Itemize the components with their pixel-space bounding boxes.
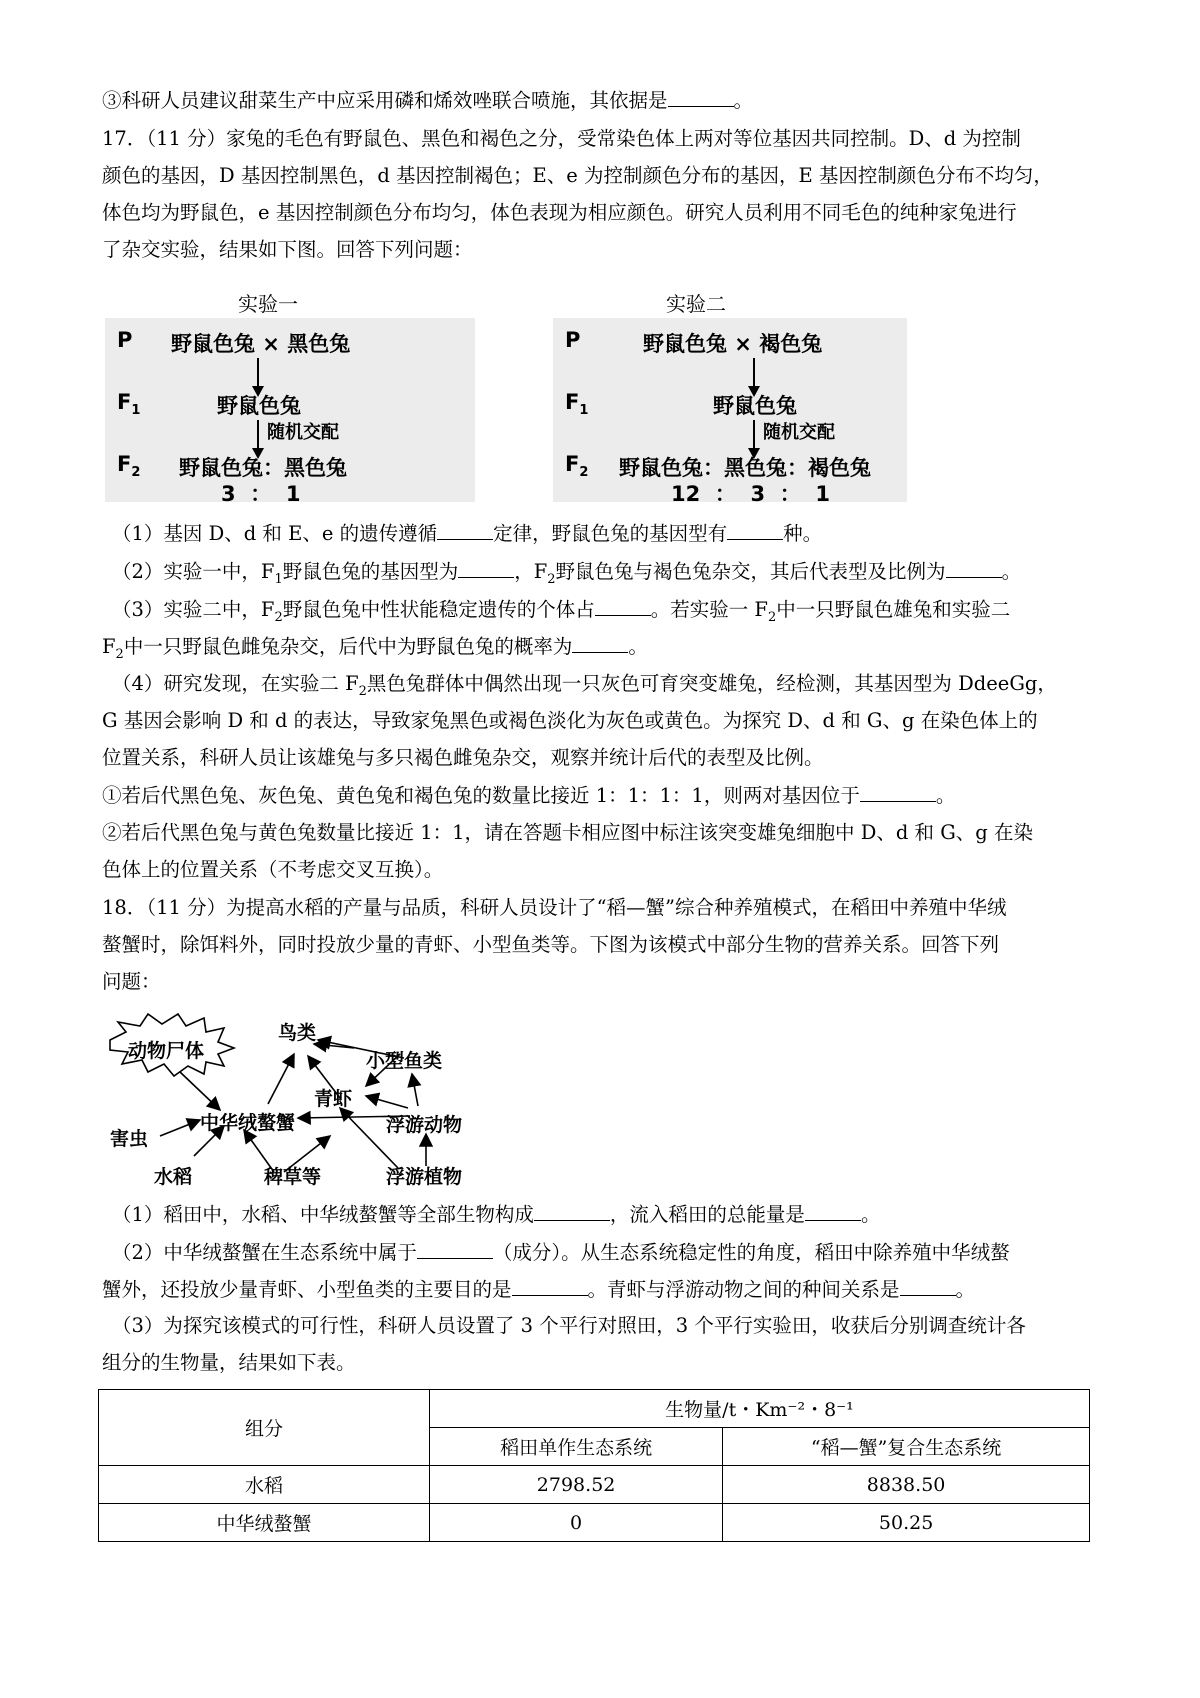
q17-sub4-item2-line2: 色体上的位置关系（不考虑交叉互换）。 (102, 858, 444, 881)
exp2-f2-label: $F_2$ (565, 452, 589, 481)
exp1-f2-label: $F_2$ (117, 452, 141, 481)
node-shrimp: 青虾 (314, 1088, 353, 1110)
header-compound: “稻—蟹”复合生态系统 (723, 1428, 1090, 1466)
q18-sub3-line2: 组分的生物量，结果如下表。 (102, 1351, 356, 1374)
table-row (99, 1466, 1090, 1504)
q17-sub3-line1: （3）实验二中，$F_2$野鼠色兔中性状能稳定遗传的个体占 。若实验一 $F_2$中一只野鼠色雄兔和实验二 (112, 598, 1011, 625)
q17-sub4-item2-line1: ②若后代黑色兔与黄色兔数量比接近 1：1，请在答题卡相应图中标注该突变雄兔细胞中 D、d 和 G、g 在染 (102, 821, 1033, 844)
q17-intro-line3: 体色均为野鼠色，e 基因控制颜色分布均匀，体色表现为相应颜色。研究人员利用不同毛色的纯种家兔进行 (102, 201, 1017, 224)
exp2-p-cross: 野鼠色兔 × 褐色兔 (643, 332, 823, 356)
exp1-f1: 野鼠色兔 (217, 394, 301, 418)
q17-intro-line2: 颜色的基因，D 基因控制黑色，d 基因控制褐色；E、e 为控制颜色分布的基因，E 基因控制颜色分布不均匀， (102, 164, 1053, 187)
q18-intro-line3: 问题： (102, 970, 161, 993)
q17-sub2: （2）实验一中，$F_1$野鼠色兔的基因型为 ，$F_2$野鼠色兔与褐色兔杂交，其后代表型及比例为 。 (112, 560, 1022, 587)
row-compound: 8838.50 (723, 1466, 1090, 1504)
exp2-f2: 野鼠色兔：黑色兔：褐色兔 (619, 456, 871, 480)
q18-intro-line1: 18．（11 分）为提高水稻的产量与品质，科研人员设计了“稻—蟹”综合种养殖模式，在稻田中养殖中华绒 (102, 896, 1007, 919)
q17-intro-line4: 了杂交实验，结果如下图。回答下列问题： (102, 238, 473, 261)
exp1-f1-label: $F_1$ (117, 390, 141, 419)
exp2-f1-label: $F_1$ (565, 390, 589, 419)
exp2-arrow1-shaft (753, 358, 755, 388)
node-phytoplankton: 浮游植物 (386, 1166, 463, 1188)
node-weeds: 稗草等 (264, 1166, 322, 1188)
exp2-arrow2-shaft (753, 420, 755, 450)
q17-sub4-item1: ①若后代黑色兔、灰色兔、黄色兔和褐色兔的数量比接近 1：1：1：1，则两对基因位于 。 (102, 784, 956, 807)
exp2-f1: 野鼠色兔 (713, 394, 797, 418)
q16-item3: ③科研人员建议甜菜生产中应采用磷和烯效唑联合喷施，其依据是 。 (102, 89, 754, 112)
q18-sub3-line1: （3）为探究该模式的可行性，科研人员设置了 3 个平行对照田，3 个平行实验田，收获后分别调查统计各 (112, 1314, 1026, 1337)
table-row (99, 1504, 1090, 1542)
row-name: 中华绒螯蟹 (99, 1504, 430, 1542)
exp2-mating: 随机交配 (763, 422, 835, 443)
row-compound: 50.25 (723, 1504, 1090, 1542)
exp1-p-label: P (117, 328, 133, 352)
experiment2-diagram (553, 318, 907, 506)
q17-sub3-line2: $F_2$中一只野鼠色雌兔杂交，后代中为野鼠色兔的概率为 。 (102, 635, 648, 662)
row-single: 0 (430, 1504, 723, 1542)
node-rice: 水稻 (154, 1166, 193, 1188)
experiment2-title: 实验二 (666, 292, 726, 316)
exp1-ratio: 3 ： 1 (221, 482, 301, 506)
q18-sub2-line2: 蟹外，还投放少量青虾、小型鱼类的主要目的是 。青虾与浮游动物之间的种间关系是 。 (102, 1278, 976, 1301)
node-pests: 害虫 (110, 1128, 149, 1150)
q17-sub1: （1）基因 D、d 和 E、e 的遗传遵循 定律，野鼠色兔的基因型有 种。 (112, 522, 823, 545)
q17-sub4-line3: 位置关系，科研人员让该雄兔与多只褐色雌兔杂交，观察并统计后代的表型及比例。 (102, 746, 824, 769)
exp1-mating: 随机交配 (267, 422, 339, 443)
node-zooplankton: 浮游动物 (386, 1114, 463, 1136)
header-biomass: 生物量/t・Km⁻²・8⁻¹ (430, 1390, 1090, 1428)
header-group: 组分 (99, 1390, 430, 1466)
q17-intro-line1: 17．（11 分）家兔的毛色有野鼠色、黑色和褐色之分，受常染色体上两对等位基因共同控制。D、d 为控制 (102, 127, 1021, 150)
biomass-table (98, 1389, 1090, 1542)
row-single: 2798.52 (430, 1466, 723, 1504)
q17-sub4-line1: （4）研究发现，在实验二 $F_2$黑色兔群体中偶然出现一只灰色可育突变雄兔，经检测，其基因型为 DdeeGg， (112, 672, 1057, 699)
q18-sub2-line1: （2）中华绒螯蟹在生态系统中属于 （成分）。从生态系统稳定性的角度，稻田中除养殖中华绒螯 (112, 1241, 1010, 1264)
experiment1-title: 实验一 (238, 292, 298, 316)
exp1-p-cross: 野鼠色兔 × 黑色兔 (171, 332, 351, 356)
node-crab: 中华绒螯蟹 (200, 1112, 296, 1134)
node-birds: 鸟类 (278, 1022, 317, 1044)
food-web-diagram (108, 1010, 508, 1190)
exp2-p-label: P (565, 328, 581, 352)
q17-sub4-line2: G 基因会影响 D 和 d 的表达，导致家兔黑色或褐色淡化为灰色或黄色。为探究 D、d 和 G、g 在染色体上的 (102, 709, 1038, 732)
q18-sub1: （1）稻田中，水稻、中华绒螯蟹等全部生物构成 ，流入稻田的总能量是 。 (112, 1203, 881, 1226)
exp2-ratio: 12 ： 3 ： 1 (671, 482, 830, 506)
exp1-arrow2-shaft (257, 420, 259, 450)
exp1-arrow1-shaft (257, 358, 259, 388)
header-single: 稻田单作生态系统 (430, 1428, 723, 1466)
row-name: 水稻 (99, 1466, 430, 1504)
node-carcass: 动物尸体 (128, 1040, 205, 1062)
exp1-f2: 野鼠色兔：黑色兔 (179, 456, 347, 480)
node-small-fish: 小型鱼类 (366, 1050, 443, 1072)
experiment1-diagram (105, 318, 475, 506)
q18-intro-line2: 螯蟹时，除饵料外，同时投放少量的青虾、小型鱼类等。下图为该模式中部分生物的营养关系。回答下列 (102, 933, 1000, 956)
